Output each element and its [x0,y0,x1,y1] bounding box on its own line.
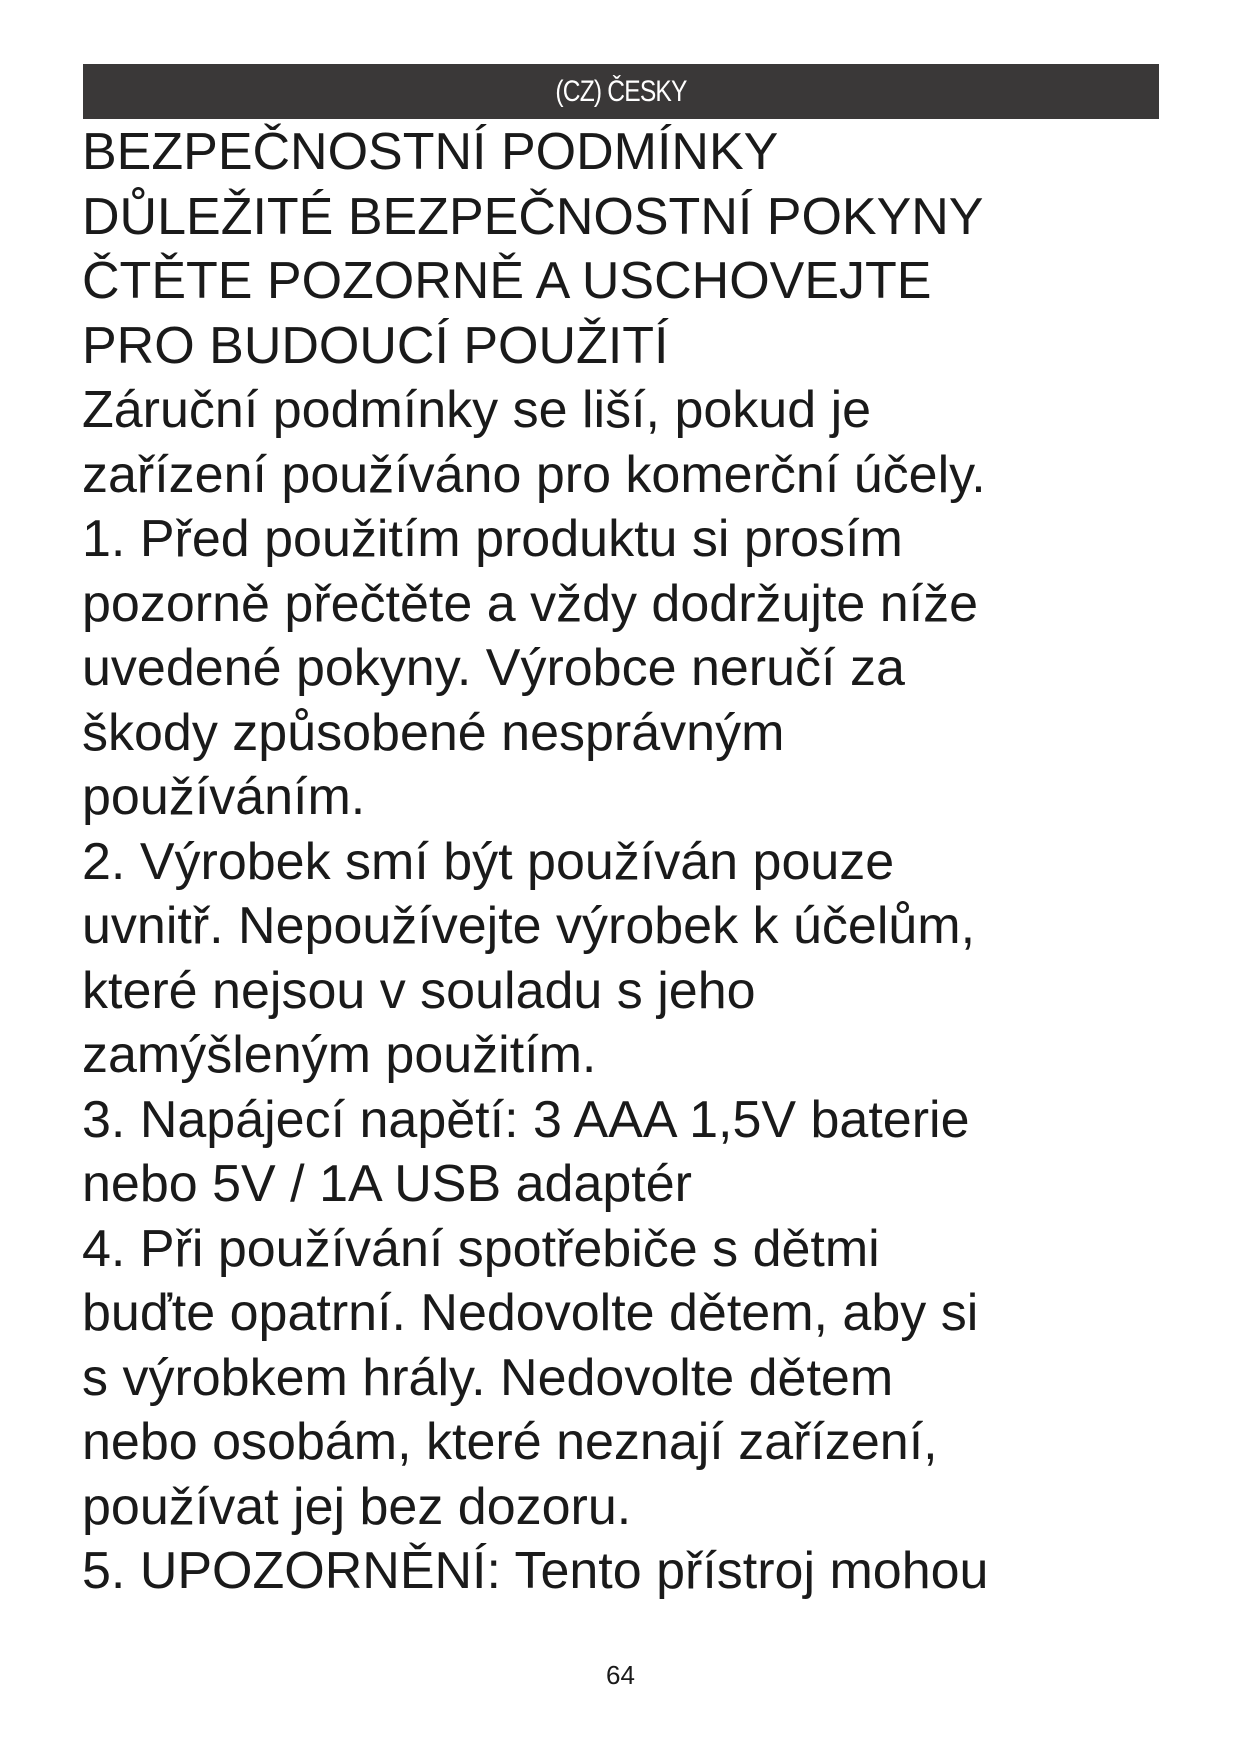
instruction-item-1-line: škody způsobené nesprávným [82,703,785,762]
safety-body-text [82,378,1172,1604]
instruction-item-1-line: pozorně přečtěte a vždy dodržujte níže [82,574,979,633]
title-line: ČTĚTE POZORNĚ A USCHOVEJTE [82,252,932,310]
instruction-item-3-line: nebo 5V / 1A USB adaptér [82,1155,692,1213]
safety-title [82,120,1172,378]
instruction-item-2-line: které nejsou v souladu s jeho [82,961,756,1020]
instruction-item-2-line: 2. Výrobek smí být používán pouze [82,832,895,891]
warranty-note-line: zařízení používáno pro komerční účely. [82,445,986,504]
language-header-bar [83,64,1159,119]
language-header-label: (CZ) ČESKY [555,74,687,108]
instruction-item-4-line: s výrobkem hrály. Nedovolte dětem [82,1348,894,1407]
document-content [82,120,1172,1604]
instruction-item-5-line: 5. UPOZORNĚNÍ: Tento přístroj mohou [82,1542,989,1600]
instruction-item-1-line: 1. Před použitím produktu si prosím [82,510,903,568]
instruction-item-2-line: zamýšleným použitím. [82,1026,597,1084]
instruction-item-4-line: používat jej bez dozoru. [82,1477,632,1536]
page-number: 64 [606,1660,635,1690]
instruction-item-4-line: nebo osobám, které neznají zařízení, [82,1413,938,1471]
instruction-item-4-line: 4. Při používání spotřebiče s dětmi [82,1219,880,1278]
title-line: BEZPEČNOSTNÍ PODMÍNKY [82,123,779,181]
instruction-item-4-line: buďte opatrní. Nedovolte dětem, aby si [82,1284,979,1342]
title-line: DŮLEŽITÉ BEZPEČNOSTNÍ POKYNY [82,187,984,246]
instruction-item-2-line: uvnitř. Nepoužívejte výrobek k účelům, [82,897,976,955]
warranty-note-line: Záruční podmínky se liší, pokud je [82,381,872,439]
instruction-item-1-line: používáním. [82,768,366,826]
title-line: PRO BUDOUCÍ POUŽITÍ [82,316,669,375]
instruction-item-1-line: uvedené pokyny. Výrobce neručí za [82,639,905,697]
instruction-item-3-line: 3. Napájecí napětí: 3 AAA 1,5V baterie [82,1090,970,1149]
